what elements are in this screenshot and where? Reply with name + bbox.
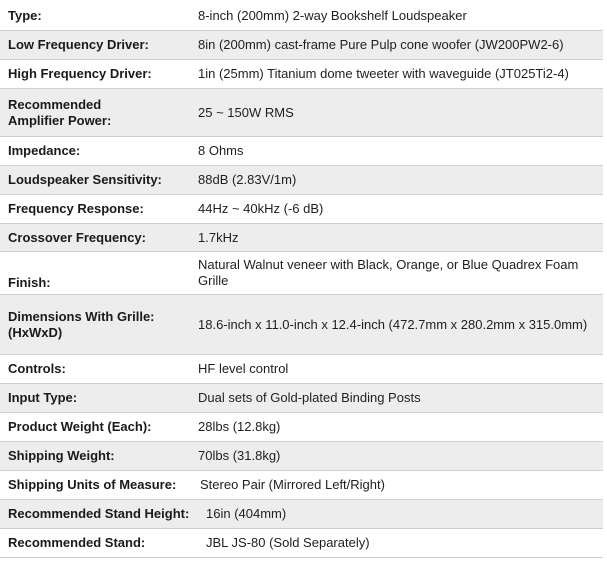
spec-label: Shipping Units of Measure: bbox=[8, 477, 177, 492]
spec-value: 25 ~ 150W RMS bbox=[198, 104, 294, 120]
spec-label: Crossover Frequency: bbox=[8, 229, 146, 245]
spec-row-high-frequency-driver bbox=[0, 60, 603, 89]
spec-value: 1in (25mm) Titanium dome tweeter with waveguide (JT025Ti2-4) bbox=[198, 66, 569, 81]
spec-label: Input Type: bbox=[8, 390, 78, 405]
spec-label: Finish: bbox=[8, 275, 51, 290]
spec-label: Recommended Amplifier Power: bbox=[8, 96, 112, 128]
spec-row-shipping-weight bbox=[0, 442, 603, 471]
spec-row-product-weight bbox=[0, 413, 603, 442]
spec-label: Frequency Response: bbox=[8, 201, 144, 216]
spec-label: Shipping Weight: bbox=[8, 448, 115, 463]
spec-label: Loudspeaker Sensitivity: bbox=[8, 172, 162, 187]
spec-label: Recommended Stand Height: bbox=[8, 506, 190, 521]
spec-row-controls bbox=[0, 355, 603, 384]
spec-value: 1.7kHz bbox=[198, 229, 239, 245]
spec-row-type bbox=[0, 2, 603, 31]
spec-row-crossover-frequency bbox=[0, 224, 603, 252]
spec-label: High Frequency Driver: bbox=[8, 66, 152, 81]
spec-row-input-type bbox=[0, 384, 603, 413]
spec-label: Product Weight (Each): bbox=[8, 419, 152, 434]
spec-value: JBL JS-80 (Sold Separately) bbox=[206, 535, 370, 550]
spec-value: 70lbs (31.8kg) bbox=[198, 448, 281, 463]
spec-row-frequency-response bbox=[0, 195, 603, 224]
spec-label: Dimensions With Grille: (HxWxD) bbox=[8, 308, 155, 340]
spec-row-recommended-stand-height bbox=[0, 500, 603, 529]
spec-label: Controls: bbox=[8, 361, 66, 376]
spec-row-impedance bbox=[0, 137, 603, 166]
spec-value: 16in (404mm) bbox=[206, 506, 287, 521]
spec-value: 28lbs (12.8kg) bbox=[198, 419, 281, 434]
spec-row-recommended-amplifier-power bbox=[0, 89, 603, 137]
spec-row-recommended-stand bbox=[0, 529, 603, 558]
spec-value: 8in (200mm) cast-frame Pure Pulp cone woofer (JW200PW2-6) bbox=[198, 37, 564, 52]
spec-table bbox=[0, 2, 603, 558]
spec-value: 88dB (2.83V/1m) bbox=[198, 172, 297, 187]
spec-value: 8-inch (200mm) 2-way Bookshelf Loudspeaker bbox=[198, 8, 467, 23]
spec-label: Impedance: bbox=[8, 143, 81, 158]
spec-row-shipping-units bbox=[0, 471, 603, 500]
spec-value: 8 Ohms bbox=[198, 143, 244, 158]
spec-row-finish bbox=[0, 252, 603, 295]
spec-value: HF level control bbox=[198, 361, 289, 376]
spec-label: Type: bbox=[8, 8, 42, 23]
spec-value: Stereo Pair (Mirrored Left/Right) bbox=[200, 477, 385, 492]
spec-value: Dual sets of Gold-plated Binding Posts bbox=[198, 390, 421, 405]
spec-row-low-frequency-driver bbox=[0, 31, 603, 60]
spec-value: 18.6-inch x 11.0-inch x 12.4-inch (472.7mm x 280.2mm x 315.0mm) bbox=[198, 316, 588, 332]
spec-value: Natural Walnut veneer with Black, Orange, or Blue Quadrex Foam Grille bbox=[198, 257, 579, 288]
spec-row-loudspeaker-sensitivity bbox=[0, 166, 603, 195]
spec-value: 44Hz ~ 40kHz (-6 dB) bbox=[198, 201, 324, 216]
spec-row-dimensions bbox=[0, 295, 603, 355]
spec-label: Recommended Stand: bbox=[8, 535, 146, 550]
spec-label: Low Frequency Driver: bbox=[8, 37, 149, 52]
